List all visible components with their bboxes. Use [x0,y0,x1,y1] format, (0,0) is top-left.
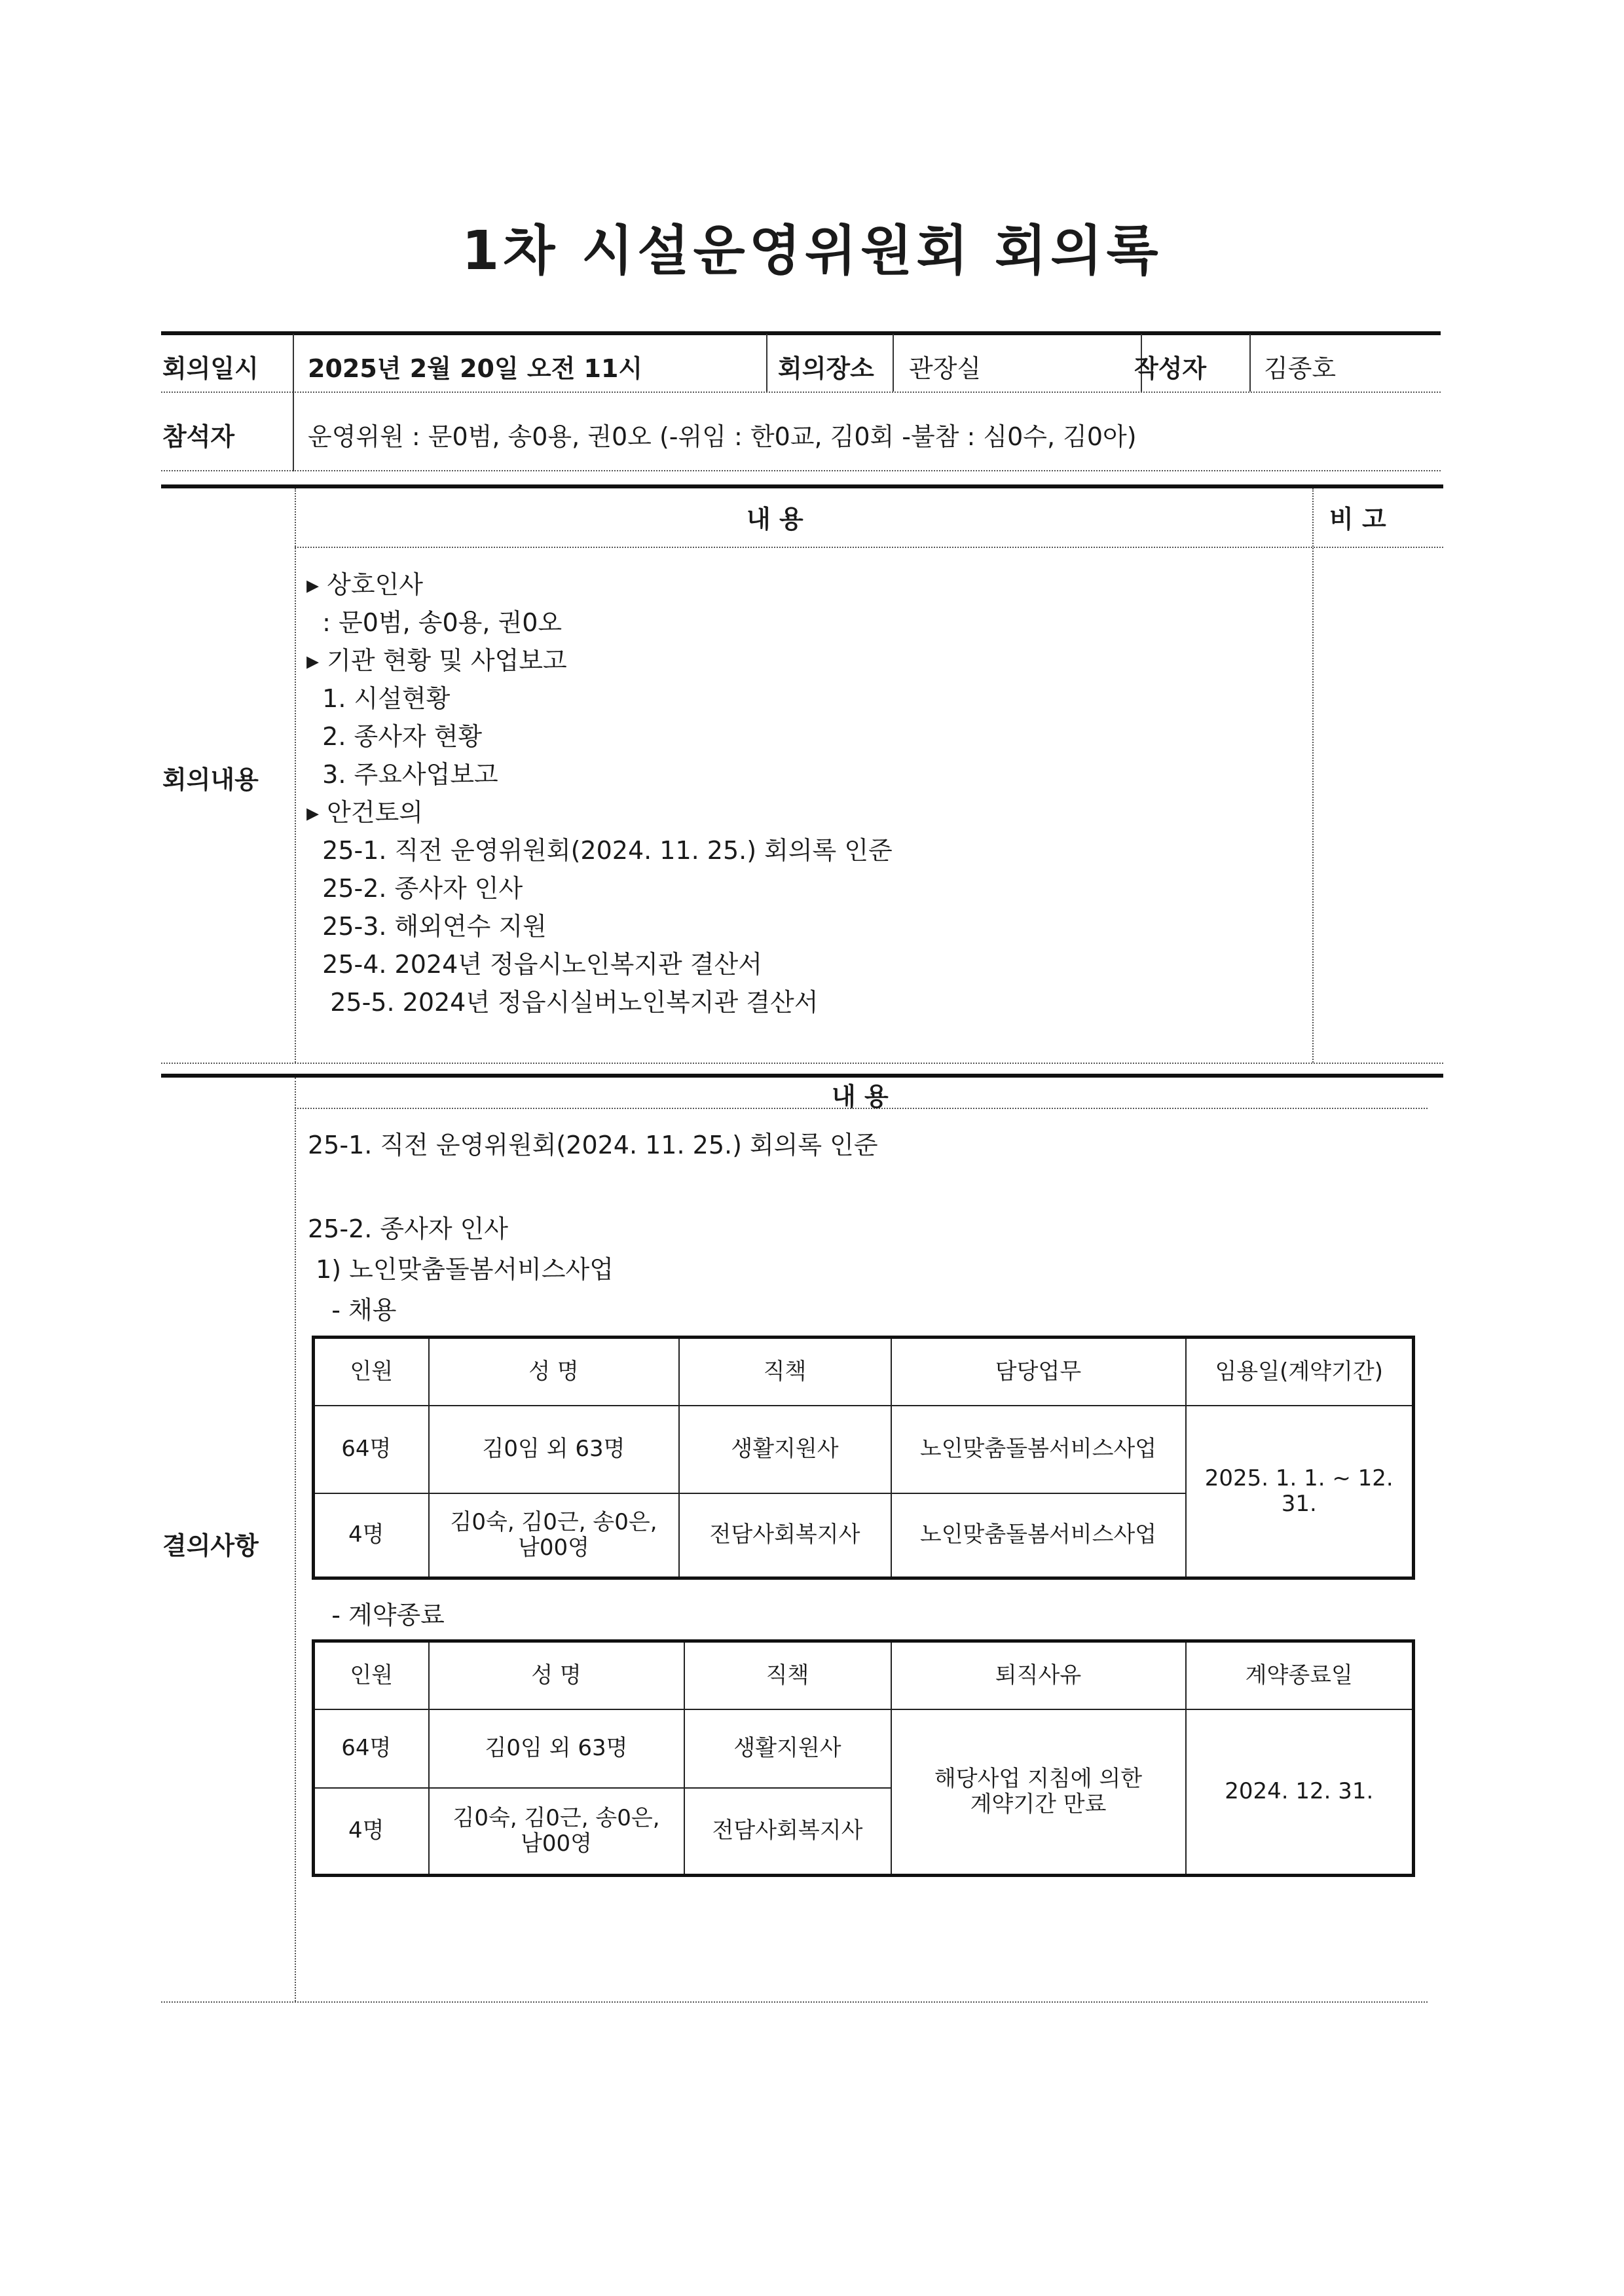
name-cell: 김0숙, 김0근, 송0은, 남00영 [429,1493,679,1578]
count-cell: 4명 [314,1493,429,1578]
agenda-content-header: 내 용 [747,505,803,534]
meeting-date-value: 2025년 2월 20일 오전 11시 [308,354,643,383]
meeting-place-label: 회의장소 [778,354,874,383]
agenda-item: 25-1. 직전 운영위원회(2024. 11. 25.) 회의록 인준 [306,836,893,865]
resolution-left-divider [295,1078,296,2001]
name-cell: 김0숙, 김0근, 송0은, 남00영 [429,1788,684,1876]
resolution-line: 1) 노인맞춤돌봄서비스사업 [308,1255,614,1284]
table-header-cell: 인원 [314,1641,429,1709]
agenda-section-label: 회의내용 [162,765,259,794]
name-cell: 김0임 외 63명 [429,1709,684,1788]
meeting-place-value: 관장실 [909,354,982,383]
resolution-line: 25-2. 종사자 인사 [308,1214,509,1243]
agenda-item: 3. 주요사업보고 [306,760,498,789]
contract-end-table [312,1639,1415,1877]
header-row-divider [161,392,1441,393]
writer-label: 작성자 [1134,354,1207,383]
period-cell: 2025. 1. 1. ~ 12. 31. [1186,1406,1414,1578]
position-cell: 전담사회복지사 [679,1493,891,1578]
meeting-date-label: 회의일시 [162,354,259,383]
position-cell: 생활지원사 [684,1709,891,1788]
table-header-cell: 계약종료일 [1186,1641,1414,1709]
resolution-bottom-dotted [161,2001,1428,2003]
position-cell: 전담사회복지사 [684,1788,891,1876]
agenda-item: ▸ 상호인사 [306,570,423,599]
table-header-row [314,1338,1414,1406]
resolution-content-header: 내 용 [832,1082,889,1111]
table-header-row [314,1641,1414,1709]
agenda-top-rule [161,484,1443,488]
table-row [314,1709,1414,1788]
resolution-line: 25-1. 직전 운영위원회(2024. 11. 25.) 회의록 인준 [308,1131,878,1159]
agenda-left-divider [295,488,296,1063]
count-cell: 4명 [314,1788,429,1876]
contract-end-label: - 계약종료 [308,1601,445,1630]
page-title: 1차 시설운영위원회 회의록 [462,220,1162,282]
table-header-cell: 성 명 [429,1338,679,1406]
table-header-cell: 임용일(계약기간) [1186,1338,1414,1406]
count-cell: 64명 [314,1709,429,1788]
agenda-item: 25-5. 2024년 정읍시실버노인복지관 결산서 [306,988,819,1017]
hire-label: - 채용 [308,1296,397,1324]
table-header-cell: 담당업무 [891,1338,1186,1406]
table-row [314,1406,1414,1493]
agenda-item: 2. 종사자 현황 [306,722,483,751]
agenda-item: 25-2. 종사자 인사 [306,874,523,903]
agenda-header-divider [295,547,1443,548]
reason-cell: 해당사업 지침에 의한 계약기간 만료 [891,1709,1186,1876]
table-header-cell: 성 명 [429,1641,684,1709]
header-col-divider [293,334,294,471]
table-header-cell: 직책 [679,1338,891,1406]
hire-table [312,1336,1415,1580]
duty-cell: 노인맞춤돌봄서비스사업 [891,1406,1186,1493]
agenda-item: ▸ 기관 현황 및 사업보고 [306,646,567,675]
agenda-item: ▸ 안건토의 [306,798,423,827]
header-col-divider [893,334,894,392]
resolution-section-label: 결의사항 [162,1531,259,1560]
table-header-cell: 인원 [314,1338,429,1406]
agenda-item: 25-3. 해외연수 지원 [306,912,547,941]
header-col-divider [766,334,767,392]
agenda-item: 1. 시설현황 [306,684,451,713]
position-cell: 생활지원사 [679,1406,891,1493]
header-top-rule [161,331,1441,335]
header-bottom-dotted [161,470,1441,471]
end-date-cell: 2024. 12. 31. [1186,1709,1414,1876]
agenda-item: : 문0범, 송0용, 권0오 [306,608,563,637]
attendees-value: 운영위원 : 문0범, 송0용, 권0오 (-위임 : 한0교, 김0회 -불참 : 심0수, 김0아) [308,422,1137,451]
name-cell: 김0임 외 63명 [429,1406,679,1493]
writer-value: 김종호 [1264,354,1337,383]
agenda-note-divider [1312,488,1314,1063]
count-cell: 64명 [314,1406,429,1493]
agenda-item: 25-4. 2024년 정읍시노인복지관 결산서 [306,950,762,979]
table-header-cell: 직책 [684,1641,891,1709]
agenda-note-header: 비 고 [1329,505,1386,534]
header-col-divider [1249,334,1251,392]
resolution-top-rule [161,1074,1443,1078]
attendees-label: 참석자 [162,422,235,451]
agenda-bottom-dotted [161,1063,1443,1064]
table-header-cell: 퇴직사유 [891,1641,1186,1709]
duty-cell: 노인맞춤돌봄서비스사업 [891,1493,1186,1578]
